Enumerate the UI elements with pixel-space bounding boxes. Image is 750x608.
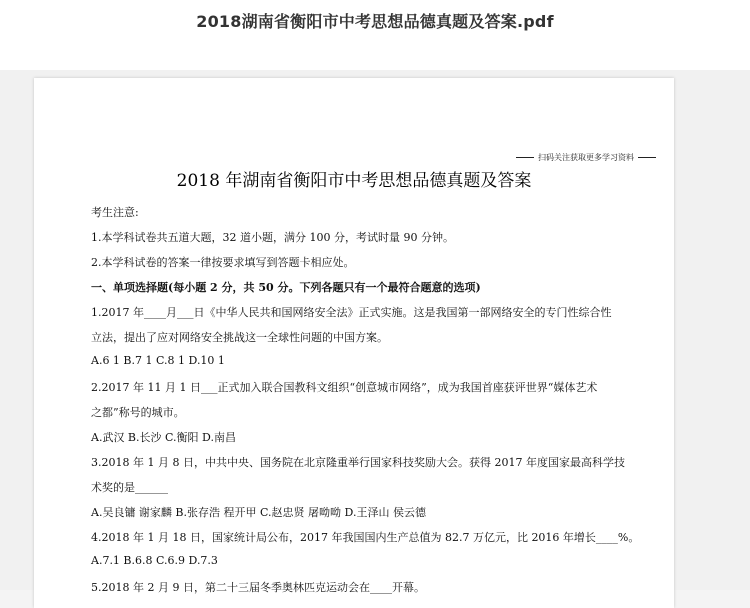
question-text: 2.2017 年 11 月 1 日___正式加入联合国教科文组织“创意城市网络”，成为我国首座获评世界“媒体艺术 — [91, 381, 598, 394]
answer-options: A.武汉 B.长沙 C.衡阳 D.南昌 — [91, 431, 236, 444]
question-text: 术奖的是______ — [91, 481, 168, 494]
question-text: 之都”称号的城市。 — [91, 406, 185, 419]
question-text: 1.2017 年____月___日《中华人民共和国网络安全法》正式实施。这是我国第一部网络安全的专门性综合性 — [91, 306, 612, 319]
question-text: 3.2018 年 1 月 8 日，中共中央、国务院在北京隆重举行国家科技奖励大会。获得 2017 年度国家最高科学技 — [91, 456, 625, 469]
section-heading: 一、单项选择题(每小题 2 分，共 50 分。下列各题只有一个最符合题意的选项) — [91, 281, 481, 294]
answer-options: A.吴良镛 谢家麟 B.张存浩 程开甲 C.赵忠贤 屠呦呦 D.王泽山 侯云德 — [91, 506, 426, 519]
promo-dash-right — [638, 157, 656, 158]
notice-item: 2.本学科试卷的答案一律按要求填写到答题卡相应处。 — [91, 256, 355, 269]
answer-options: A.6 1 B.7 1 C.8 1 D.10 1 — [91, 354, 225, 367]
notice-heading: 考生注意: — [91, 206, 139, 219]
promo-banner — [516, 152, 656, 163]
pdf-page — [34, 78, 674, 608]
question-text: 立法，提出了应对网络安全挑战这一全球性问题的中国方案。 — [91, 331, 388, 344]
document-title: 2018 年湖南省衡阳市中考思想品德真题及答案 — [176, 171, 532, 191]
answer-options: A.7.1 B.6.8 C.6.9 D.7.3 — [91, 554, 218, 567]
notice-item: 1.本学科试卷共五道大题，32 道小题，满分 100 分，考试时量 90 分钟。 — [91, 231, 454, 244]
file-title: 2018湖南省衡阳市中考思想品德真题及答案.pdf — [196, 12, 554, 31]
title-bar — [0, 0, 750, 70]
pdf-viewer[interactable] — [0, 70, 750, 594]
promo-dash-left — [516, 157, 534, 158]
question-text: 4.2018 年 1 月 18 日，国家统计局公布，2017 年我国国内生产总值为 82.7 万亿元，比 2016 年增长____%。 — [91, 531, 640, 544]
question-text: 5.2018 年 2 月 9 日，第二十三届冬季奥林匹克运动会在____开幕。 — [91, 581, 425, 594]
promo-text: 扫码关注获取更多学习资料 — [538, 153, 634, 162]
